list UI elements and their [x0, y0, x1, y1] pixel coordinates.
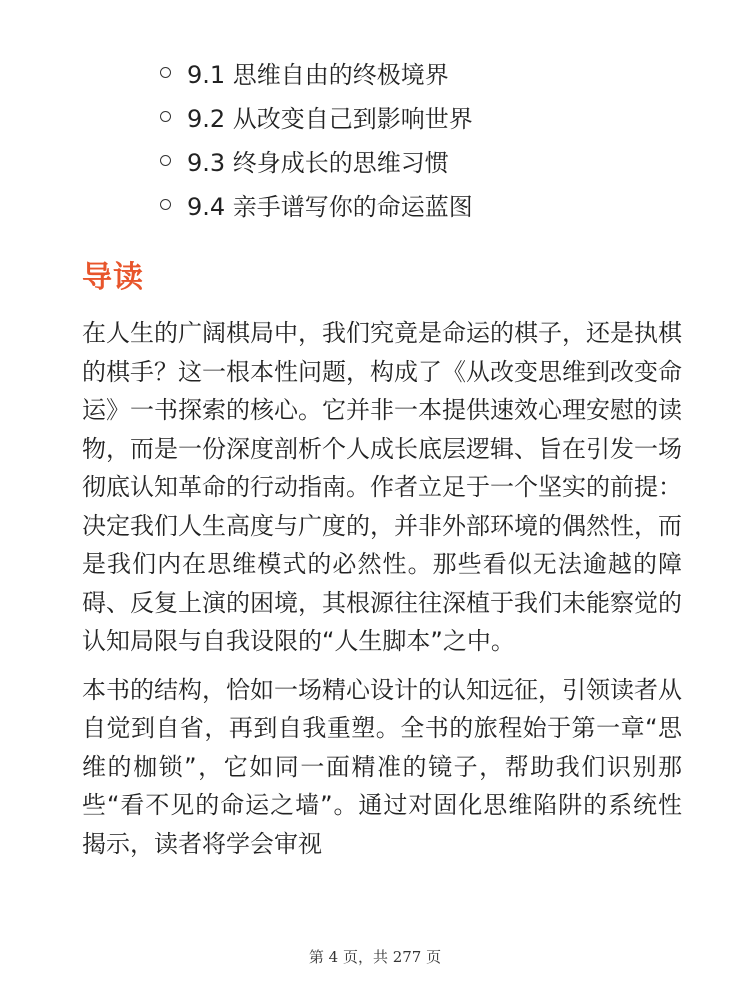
circle-bullet-icon: [160, 111, 171, 122]
body-text: [82, 314, 682, 873]
circle-bullet-icon: [160, 155, 171, 166]
toc-list: [160, 50, 473, 226]
toc-item[interactable]: [160, 50, 473, 94]
toc-item[interactable]: [160, 94, 473, 138]
toc-item-label: 9.3 终身成长的思维习惯: [187, 148, 449, 177]
toc-item[interactable]: [160, 138, 473, 182]
toc-item-label: 9.4 亲手谱写你的命运蓝图: [187, 192, 473, 221]
paragraph: 本书的结构，恰如一场精心设计的认知远征，引领读者从自觉到自省，再到自我重塑。全书的旅程始于第一章“思维的枷锁”，它如同一面精准的镜子，帮助我们识别那些“看不见的命运之墙”。通过对固化思维陷阱的系统性揭示，读者将学会审视: [82, 675, 682, 858]
toc-item[interactable]: [160, 182, 473, 226]
toc-item-label: 9.2 从改变自己到影响世界: [187, 104, 473, 133]
section-heading: 导读: [82, 260, 144, 295]
paragraph: 在人生的广阔棋局中，我们究竟是命运的棋子，还是执棋的棋手？这一根本性问题，构成了《从改变思维到改变命运》一书探索的核心。它并非一本提供速效心理安慰的读物，而是一份深度剖析个人成长底层逻辑、旨在引发一场彻底认知革命的行动指南。作者立足于一个坚实的前提：决定我们人生高度与广度的，并非外部环境的偶然性，而是我们内在思维模式的必然性。那些看似无法逾越的障碍、反复上演的困境，其根源往往深植于我们未能察觉的认知局限与自我设限的“人生脚本”之中。: [82, 319, 682, 655]
page-number-footer: 第 4 页，共 277 页: [308, 948, 442, 966]
circle-bullet-icon: [160, 199, 171, 210]
toc-item-label: 9.1 思维自由的终极境界: [187, 60, 449, 89]
circle-bullet-icon: [160, 67, 171, 78]
